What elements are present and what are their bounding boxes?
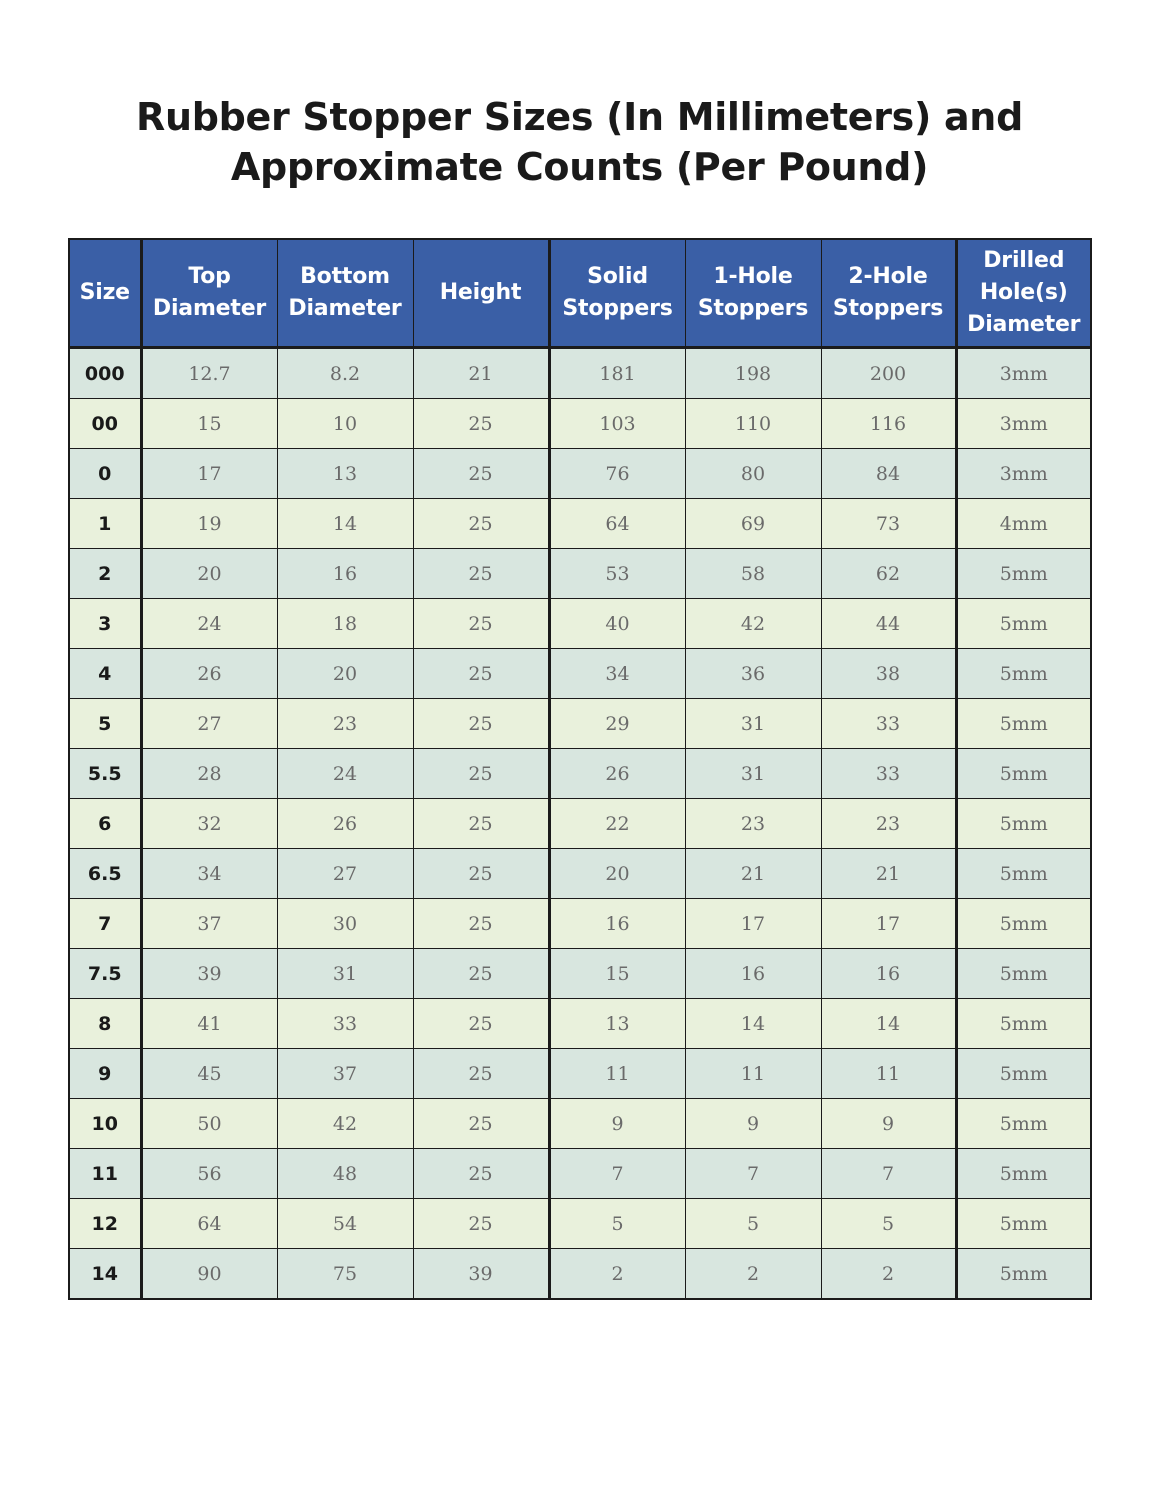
cell-size: 7.5 — [69, 949, 141, 999]
cell-twohole: 33 — [821, 699, 956, 749]
cell-drilled: 5mm — [956, 899, 1091, 949]
cell-height: 25 — [413, 599, 549, 649]
cell-onehole: 42 — [685, 599, 821, 649]
cell-solid: 7 — [549, 1149, 685, 1199]
cell-height: 25 — [413, 499, 549, 549]
cell-bottom: 14 — [277, 499, 413, 549]
cell-bottom: 75 — [277, 1249, 413, 1300]
cell-twohole: 23 — [821, 799, 956, 849]
cell-size: 9 — [69, 1049, 141, 1099]
header-height — [413, 239, 549, 348]
cell-height: 25 — [413, 799, 549, 849]
cell-drilled: 3mm — [956, 348, 1091, 399]
cell-top: 27 — [141, 699, 277, 749]
header-line: Diameter — [152, 296, 267, 321]
cell-height: 25 — [413, 1149, 549, 1199]
cell-solid: 11 — [549, 1049, 685, 1099]
cell-height: 39 — [413, 1249, 549, 1300]
header-twohole — [821, 239, 956, 348]
cell-solid: 15 — [549, 949, 685, 999]
cell-bottom: 13 — [277, 449, 413, 499]
cell-height: 25 — [413, 549, 549, 599]
cell-height: 25 — [413, 449, 549, 499]
cell-top: 15 — [141, 399, 277, 449]
cell-onehole: 80 — [685, 449, 821, 499]
cell-size: 12 — [69, 1199, 141, 1249]
cell-onehole: 69 — [685, 499, 821, 549]
cell-height: 25 — [413, 399, 549, 449]
header-row — [69, 239, 1091, 348]
cell-bottom: 20 — [277, 649, 413, 699]
cell-twohole: 62 — [821, 549, 956, 599]
cell-top: 45 — [141, 1049, 277, 1099]
cell-top: 12.7 — [141, 348, 277, 399]
table-row — [69, 399, 1091, 449]
cell-solid: 29 — [549, 699, 685, 749]
cell-drilled: 3mm — [956, 399, 1091, 449]
header-line: Stoppers — [832, 296, 944, 321]
cell-twohole: 2 — [821, 1249, 956, 1300]
header-line: Height — [439, 280, 522, 305]
cell-top: 64 — [141, 1199, 277, 1249]
stopper-size-table — [68, 238, 1092, 1300]
header-line: Solid — [587, 264, 648, 289]
cell-solid: 103 — [549, 399, 685, 449]
cell-height: 25 — [413, 649, 549, 699]
table-row — [69, 449, 1091, 499]
cell-drilled: 5mm — [956, 849, 1091, 899]
cell-top: 20 — [141, 549, 277, 599]
cell-top: 24 — [141, 599, 277, 649]
header-line: Stoppers — [697, 296, 809, 321]
cell-bottom: 16 — [277, 549, 413, 599]
cell-size: 1 — [69, 499, 141, 549]
cell-height: 25 — [413, 849, 549, 899]
cell-twohole: 9 — [821, 1099, 956, 1149]
cell-size: 6 — [69, 799, 141, 849]
header-line: Diameter — [288, 296, 402, 321]
cell-size: 00 — [69, 399, 141, 449]
cell-drilled: 5mm — [956, 1199, 1091, 1249]
cell-solid: 34 — [549, 649, 685, 699]
table-header — [69, 239, 1091, 348]
header-line: Bottom — [300, 264, 390, 289]
cell-drilled: 5mm — [956, 949, 1091, 999]
cell-top: 26 — [141, 649, 277, 699]
cell-drilled: 5mm — [956, 549, 1091, 599]
cell-drilled: 5mm — [956, 599, 1091, 649]
cell-onehole: 21 — [685, 849, 821, 899]
cell-height: 25 — [413, 999, 549, 1049]
cell-top: 41 — [141, 999, 277, 1049]
cell-top: 37 — [141, 899, 277, 949]
cell-height: 25 — [413, 1099, 549, 1149]
cell-drilled: 5mm — [956, 649, 1091, 699]
cell-onehole: 31 — [685, 699, 821, 749]
title-line-2: Approximate Counts (Per Pound) — [230, 145, 929, 189]
table-row — [69, 699, 1091, 749]
cell-top: 56 — [141, 1149, 277, 1199]
cell-top: 32 — [141, 799, 277, 849]
cell-top: 34 — [141, 849, 277, 899]
cell-bottom: 48 — [277, 1149, 413, 1199]
cell-height: 25 — [413, 699, 549, 749]
cell-height: 25 — [413, 949, 549, 999]
table-row — [69, 899, 1091, 949]
cell-solid: 26 — [549, 749, 685, 799]
cell-size: 5.5 — [69, 749, 141, 799]
cell-drilled: 5mm — [956, 999, 1091, 1049]
cell-drilled: 5mm — [956, 1149, 1091, 1199]
table-row — [69, 549, 1091, 599]
table-row — [69, 1249, 1091, 1300]
header-line: Top — [188, 264, 231, 289]
cell-height: 25 — [413, 1049, 549, 1099]
header-size — [69, 239, 141, 348]
cell-drilled: 4mm — [956, 499, 1091, 549]
cell-twohole: 116 — [821, 399, 956, 449]
cell-solid: 53 — [549, 549, 685, 599]
table-row — [69, 1199, 1091, 1249]
header-line: Stoppers — [562, 296, 673, 321]
cell-bottom: 31 — [277, 949, 413, 999]
table-row — [69, 949, 1091, 999]
header-line: Size — [79, 280, 130, 305]
cell-twohole: 200 — [821, 348, 956, 399]
cell-twohole: 14 — [821, 999, 956, 1049]
cell-solid: 16 — [549, 899, 685, 949]
cell-twohole: 11 — [821, 1049, 956, 1099]
cell-onehole: 36 — [685, 649, 821, 699]
cell-bottom: 23 — [277, 699, 413, 749]
header-solid — [549, 239, 685, 348]
table-row — [69, 499, 1091, 549]
cell-height: 21 — [413, 348, 549, 399]
cell-size: 14 — [69, 1249, 141, 1300]
cell-bottom: 27 — [277, 849, 413, 899]
table-row — [69, 749, 1091, 799]
cell-onehole: 31 — [685, 749, 821, 799]
cell-bottom: 26 — [277, 799, 413, 849]
cell-twohole: 73 — [821, 499, 956, 549]
cell-solid: 76 — [549, 449, 685, 499]
header-onehole — [685, 239, 821, 348]
table-row — [69, 599, 1091, 649]
cell-onehole: 58 — [685, 549, 821, 599]
header-line: Diameter — [967, 312, 1081, 337]
cell-onehole: 16 — [685, 949, 821, 999]
table-row — [69, 1149, 1091, 1199]
cell-drilled: 5mm — [956, 1049, 1091, 1099]
cell-drilled: 5mm — [956, 799, 1091, 849]
cell-twohole: 16 — [821, 949, 956, 999]
cell-size: 10 — [69, 1099, 141, 1149]
cell-solid: 13 — [549, 999, 685, 1049]
cell-onehole: 5 — [685, 1199, 821, 1249]
table-row — [69, 1099, 1091, 1149]
table-row — [69, 799, 1091, 849]
cell-twohole: 21 — [821, 849, 956, 899]
cell-solid: 20 — [549, 849, 685, 899]
cell-bottom: 10 — [277, 399, 413, 449]
cell-size: 000 — [69, 348, 141, 399]
header-top — [141, 239, 277, 348]
cell-top: 50 — [141, 1099, 277, 1149]
cell-twohole: 38 — [821, 649, 956, 699]
cell-bottom: 54 — [277, 1199, 413, 1249]
cell-onehole: 14 — [685, 999, 821, 1049]
cell-bottom: 42 — [277, 1099, 413, 1149]
header-bottom — [277, 239, 413, 348]
cell-solid: 40 — [549, 599, 685, 649]
cell-twohole: 33 — [821, 749, 956, 799]
title-line-1: Rubber Stopper Sizes (In Millimeters) and — [136, 95, 1023, 139]
cell-onehole: 17 — [685, 899, 821, 949]
cell-twohole: 17 — [821, 899, 956, 949]
cell-drilled: 5mm — [956, 1099, 1091, 1149]
cell-top: 90 — [141, 1249, 277, 1300]
cell-size: 3 — [69, 599, 141, 649]
header-drilled — [956, 239, 1091, 348]
cell-twohole: 7 — [821, 1149, 956, 1199]
cell-onehole: 2 — [685, 1249, 821, 1300]
cell-drilled: 5mm — [956, 699, 1091, 749]
cell-drilled: 5mm — [956, 1249, 1091, 1300]
cell-size: 5 — [69, 699, 141, 749]
cell-bottom: 30 — [277, 899, 413, 949]
cell-bottom: 37 — [277, 1049, 413, 1099]
cell-onehole: 23 — [685, 799, 821, 849]
table-row — [69, 849, 1091, 899]
cell-bottom: 24 — [277, 749, 413, 799]
cell-size: 11 — [69, 1149, 141, 1199]
cell-bottom: 18 — [277, 599, 413, 649]
table-row — [69, 649, 1091, 699]
cell-onehole: 11 — [685, 1049, 821, 1099]
cell-size: 0 — [69, 449, 141, 499]
header-line: 2-Hole — [848, 264, 928, 289]
cell-height: 25 — [413, 899, 549, 949]
table-body — [69, 348, 1091, 1300]
cell-onehole: 110 — [685, 399, 821, 449]
cell-twohole: 84 — [821, 449, 956, 499]
header-line: 1-Hole — [713, 264, 793, 289]
cell-solid: 2 — [549, 1249, 685, 1300]
cell-height: 25 — [413, 749, 549, 799]
table-row — [69, 1049, 1091, 1099]
header-line: Hole(s) — [979, 280, 1068, 305]
cell-solid: 181 — [549, 348, 685, 399]
cell-solid: 5 — [549, 1199, 685, 1249]
cell-size: 7 — [69, 899, 141, 949]
cell-onehole: 9 — [685, 1099, 821, 1149]
cell-solid: 9 — [549, 1099, 685, 1149]
cell-solid: 64 — [549, 499, 685, 549]
cell-twohole: 44 — [821, 599, 956, 649]
cell-solid: 22 — [549, 799, 685, 849]
cell-onehole: 7 — [685, 1149, 821, 1199]
header-line: Drilled — [983, 248, 1065, 273]
cell-top: 39 — [141, 949, 277, 999]
cell-twohole: 5 — [821, 1199, 956, 1249]
cell-top: 17 — [141, 449, 277, 499]
cell-size: 6.5 — [69, 849, 141, 899]
page-title — [0, 92, 1159, 192]
cell-size: 8 — [69, 999, 141, 1049]
cell-top: 28 — [141, 749, 277, 799]
cell-top: 19 — [141, 499, 277, 549]
cell-drilled: 3mm — [956, 449, 1091, 499]
cell-bottom: 33 — [277, 999, 413, 1049]
cell-bottom: 8.2 — [277, 348, 413, 399]
table-row — [69, 348, 1091, 399]
cell-onehole: 198 — [685, 348, 821, 399]
cell-drilled: 5mm — [956, 749, 1091, 799]
cell-height: 25 — [413, 1199, 549, 1249]
table-row — [69, 999, 1091, 1049]
cell-size: 4 — [69, 649, 141, 699]
cell-size: 2 — [69, 549, 141, 599]
